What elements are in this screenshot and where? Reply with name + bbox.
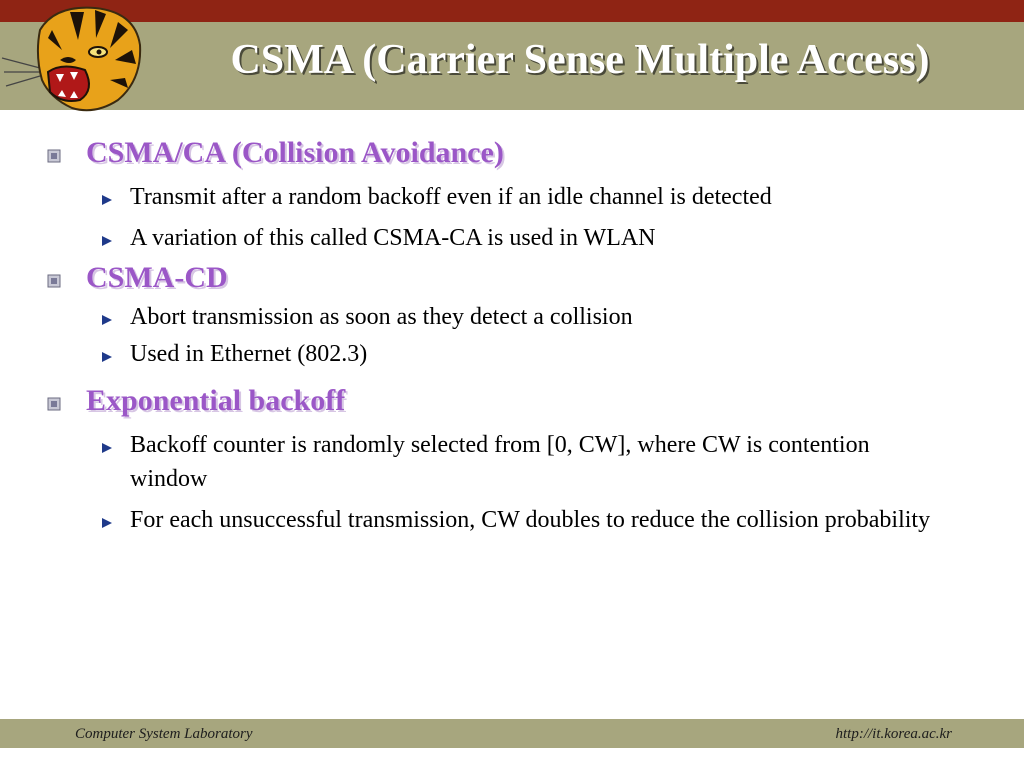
slide-title: CSMA (Carrier Sense Multiple Access) [230,37,930,83]
footer-url: http://it.korea.ac.kr [835,726,952,742]
bullet-text: For each unsuccessful transmission, CW doubles to reduce the collision probability [130,507,931,533]
bullet-text: A variation of this called CSMA-CA is used in WLAN [130,225,656,251]
square-bullet-icon [47,397,61,411]
arrow-bullet-icon [101,235,113,247]
square-bullet-icon [47,149,61,163]
arrow-bullet-icon [101,351,113,363]
bullet-text: Transmit after a random backoff even if an idle channel is detected [130,184,772,210]
section-heading: Exponential backoff [86,384,346,417]
bullet-text: Abort transmission as soon as they detect a collision [130,304,633,330]
arrow-bullet-icon [101,442,113,454]
footer-bar [0,719,1024,748]
square-bullet-icon [47,274,61,288]
bullet-text: Backoff counter is randomly selected from [0, CW], where CW is contention window [130,432,870,492]
bullet-text: Used in Ethernet (802.3) [130,341,368,367]
section-heading: CSMA-CD [86,261,228,294]
footer-lab-name: Computer System Laboratory [75,726,253,742]
section-heading: CSMA/CA (Collision Avoidance) [86,136,504,169]
arrow-bullet-icon [101,314,113,326]
arrow-bullet-icon [101,194,113,206]
arrow-bullet-icon [101,517,113,529]
